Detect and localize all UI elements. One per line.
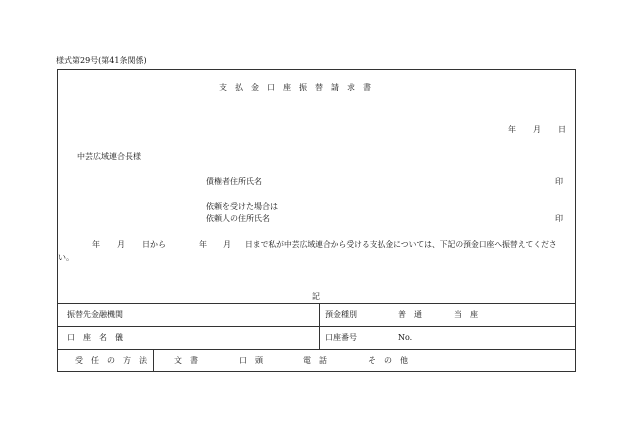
- agent-label-line2: 依頼人の住所氏名: [206, 214, 270, 223]
- receipt-method-phone: 電 話: [303, 356, 327, 365]
- request-year-a: 年: [92, 240, 100, 249]
- table-row-divider-1: [57, 326, 576, 327]
- creditor-label: 債権者住所氏名: [206, 177, 262, 186]
- account-number-prefix: No.: [398, 333, 413, 342]
- table-top-line: [57, 303, 576, 304]
- account-name-label: 口 座 名 儀: [67, 333, 123, 342]
- creditor-seal: 印: [555, 177, 563, 186]
- receipt-method-divider: [153, 349, 154, 372]
- agent-seal: 印: [555, 214, 563, 223]
- date-day-label: 日: [558, 125, 566, 134]
- form-number: 様式第29号(第41条関係): [56, 56, 147, 65]
- account-number-label: 口座番号: [325, 333, 357, 342]
- receipt-method-label: 受 任 の 方 法: [75, 356, 147, 365]
- date-month-label: 月: [533, 125, 541, 134]
- table-row-divider-2: [57, 349, 576, 350]
- receipt-method-document: 文 書: [174, 356, 198, 365]
- request-month-b: 月: [223, 240, 231, 249]
- request-body: 日まで私が中芸広域連合から受ける支払金については、下記の預金口座へ振替えてくださ: [245, 240, 557, 249]
- request-day-from: 日から: [142, 240, 166, 249]
- record-mark: 記: [312, 292, 320, 301]
- receipt-method-other: そ の 他: [368, 356, 408, 365]
- request-month-a: 月: [117, 240, 125, 249]
- agent-label-line1: 依頼を受けた場合は: [206, 202, 278, 211]
- addressee: 中芸広域連合長様: [77, 152, 141, 161]
- date-year-label: 年: [508, 125, 516, 134]
- bank-label: 振替先金融機関: [67, 310, 123, 319]
- table-column-divider: [319, 303, 320, 349]
- deposit-type-ordinary: 普 通: [398, 310, 422, 319]
- request-continuation: い。: [58, 253, 74, 262]
- deposit-type-label: 預金種別: [325, 310, 357, 319]
- deposit-type-current: 当 座: [454, 310, 478, 319]
- document-title: 支 払 金 口 座 振 替 請 求 書: [219, 83, 371, 92]
- request-year-b: 年: [199, 240, 207, 249]
- receipt-method-verbal: 口 頭: [239, 356, 263, 365]
